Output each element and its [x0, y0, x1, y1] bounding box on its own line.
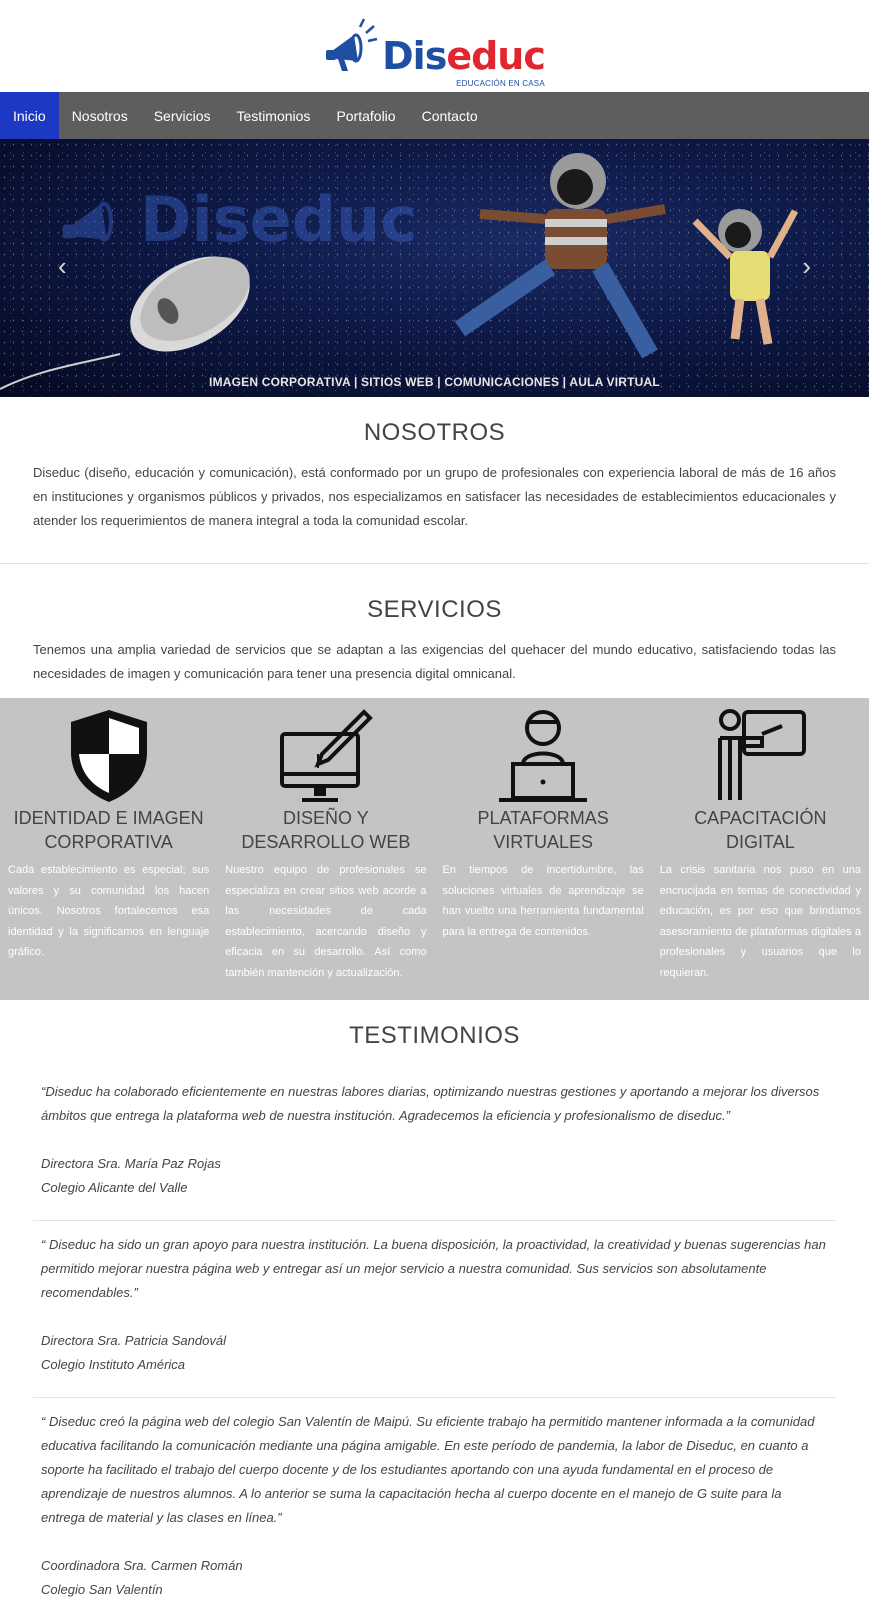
- testimonial-author: Directora Sra. María Paz Rojas: [41, 1156, 221, 1171]
- section-servicios: [0, 564, 869, 698]
- logo-educ: educ: [446, 34, 545, 78]
- service-title: DISEÑO Y DESARROLLO WEB: [241, 808, 411, 852]
- logo-wordmark: [382, 34, 545, 78]
- hero-next-button[interactable]: ›: [802, 251, 811, 281]
- nav-item-inicio[interactable]: Inicio: [0, 92, 59, 139]
- testimonial-quote: “Diseduc ha colaborado eficientemente en nuestras labores diarias, optimizando nuestras gestiones y aportando a mejorar los diversos ámbitos que entrega la plataforma web de nuestra institución. Agradecemos la eficiencia y profesionalismo de diseduc.”: [41, 1084, 820, 1123]
- testimonial-item: [33, 1221, 836, 1398]
- nav-item-testimonios[interactable]: Testimonios: [236, 107, 311, 124]
- service-item: [435, 706, 652, 1000]
- site-logo[interactable]: [324, 17, 545, 88]
- service-text: En tiempos de incertidumbre, las soluciones virtuales de aprendizaje se han vuelto una herramienta fundamental para la entrega de contenidos.: [442, 864, 644, 938]
- service-text: La crisis sanitaria nos puso en una encrucijada en temas de conectividad y educación, es por eso que brindamos asesoramiento de plataformas digitales a profesionales y usuarios que lo requieran.: [659, 864, 861, 979]
- testimonial-item: [33, 1398, 836, 1600]
- logo-dis: Dis: [382, 34, 447, 78]
- nav-item-portafolio[interactable]: Portafolio: [336, 107, 396, 124]
- site-header: [0, 0, 869, 92]
- presenter-board-icon: [712, 708, 808, 804]
- service-title: PLATAFORMAS VIRTUALES: [477, 808, 609, 852]
- testimonial-quote: “ Diseduc creó la página web del colegio San Valentín de Maipú. Su eficiente trabajo ha permitido mantener informada a la comunidad educativa facilitando la comunicación mediante una página amigable. En este período de pandemia, la labor de Diseduc, en cuanto a soporte ha facilitado el trabajo del cuerpo docente y de los estudiantes aportando con una ayuda fundamental en el proceso de aprendizaje de nuestros alumnos. A lo anterior se suma la capacitación hecha al cuerpo docente en el manejo de G suite para la entrega de material y las clases en línea.”: [41, 1414, 815, 1525]
- hero-slider: [0, 139, 869, 397]
- service-text: Cada establecimiento es especial; sus valores y su comunidad los hacen únicos. Nosotros fortalecemos esa identidad y la significamos en lenguaje gráfico.: [8, 864, 210, 958]
- nosotros-text: Diseduc (diseño, educación y comunicación), está conformado por un grupo de profesionales con experiencia laboral de más de 16 años en instituciones y organismos públicos y privados, nos especializamos en satisfacer las necesidades de establecimientos educacionales y atender los requerimientos de manera integral a toda la comunidad escolar.: [33, 465, 836, 528]
- testimonial-author: Directora Sra. Patricia Sandovál: [41, 1333, 226, 1348]
- section-nosotros: [0, 397, 869, 564]
- nosotros-title: NOSOTROS: [363, 419, 506, 446]
- testimonial-org: Colegio San Valentín: [41, 1582, 163, 1597]
- nav-item-contacto[interactable]: Contacto: [421, 107, 478, 124]
- section-testimonios: [0, 1000, 869, 1600]
- monitor-pen-icon: [278, 708, 374, 804]
- service-item: [652, 706, 869, 1000]
- service-item: [217, 706, 434, 1000]
- testimonial-item: [33, 1068, 836, 1221]
- service-title: IDENTIDAD E IMAGEN CORPORATIVA: [13, 808, 204, 852]
- hero-watermark-text: Diseduc: [140, 182, 417, 256]
- service-item: [0, 706, 217, 1000]
- services-grid: [0, 698, 869, 1000]
- shield-icon: [67, 708, 151, 804]
- logo-tagline: EDUCACIÓN EN CASA: [456, 79, 545, 88]
- service-title: CAPACITACIÓN DIGITAL: [694, 808, 827, 852]
- hero-illustration: [0, 139, 869, 397]
- hero-prev-button[interactable]: ‹: [58, 251, 67, 281]
- testimonios-title: TESTIMONIOS: [349, 1022, 520, 1049]
- testimonial-org: Colegio Instituto América: [41, 1357, 186, 1372]
- teacher-desk-icon: [495, 708, 591, 804]
- hero-caption: IMAGEN CORPORATIVA | SITIOS WEB | COMUNICACIONES | AULA VIRTUAL: [209, 375, 660, 389]
- testimonial-quote: “ Diseduc ha sido un gran apoyo para nuestra institución. La buena disposición, la proactividad, la creatividad y buenas sugerencias han permitido mejorar nuestra página web y entregar así un mejor servicio a nuestra comunidad. Sus servicios son absolutamente recomendables.”: [41, 1237, 826, 1300]
- servicios-title: SERVICIOS: [367, 596, 502, 623]
- megaphone-icon: [324, 17, 382, 75]
- nav-item-nosotros[interactable]: Nosotros: [71, 107, 128, 124]
- service-text: Nuestro equipo de profesionales se especializa en crear sitios web acorde a las necesidades de cada establecimiento, acercando diseño y eficacia en su desarrollo. Así como también mantención y actualización.: [225, 864, 427, 979]
- nav-item-servicios[interactable]: Servicios: [153, 107, 211, 124]
- testimonial-author: Coordinadora Sra. Carmen Román: [41, 1558, 243, 1573]
- servicios-intro: Tenemos una amplia variedad de servicios que se adaptan a las exigencias del quehacer del mundo educativo, satisfaciendo todas las necesidades de imagen y comunicación para tener una presencia digital omnicanal.: [33, 642, 836, 681]
- main-nav: [0, 92, 869, 139]
- testimonial-org: Colegio Alicante del Valle: [41, 1180, 188, 1195]
